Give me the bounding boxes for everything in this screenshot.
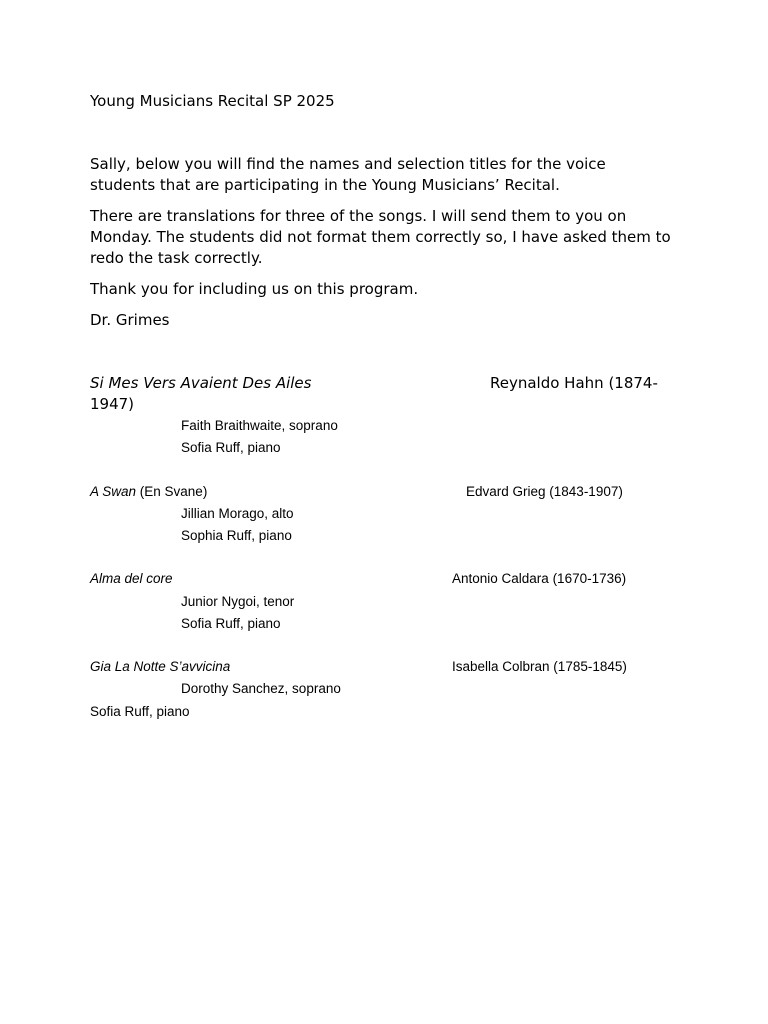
composer: Antonio Caldara (1670-1736)	[452, 571, 627, 586]
thank-you-line: Thank you for including us on this program.	[90, 280, 419, 298]
song-title-text: Alma del core	[90, 571, 173, 586]
composer: Edvard Grieg (1843-1907)	[466, 484, 623, 499]
translations-line-2: Monday. The students did not format them correctly so, I have asked them to	[90, 228, 671, 246]
performer-piano: Sofia Ruff, piano	[181, 440, 281, 455]
document-title: Young Musicians Recital SP 2025	[90, 92, 335, 110]
performer-voice: Jillian Morago, alto	[181, 506, 294, 521]
song-title-text: Gia La Notte S’avvicina	[90, 659, 231, 674]
translations-line-3: redo the task correctly.	[90, 249, 263, 267]
intro-line-1: Sally, below you will find the names and selection titles for the voice	[90, 155, 606, 173]
translations-line-1: There are translations for three of the songs. I will send them to you on	[90, 207, 627, 225]
performer-voice: Dorothy Sanchez, soprano	[181, 681, 341, 696]
signature: Dr. Grimes	[90, 311, 170, 329]
song-title	[90, 656, 230, 678]
performer-voice: Faith Braithwaite, soprano	[181, 418, 338, 433]
song-title	[90, 568, 173, 590]
song-title-text: Si Mes Vers Avaient Des Ailes	[90, 374, 312, 392]
composer-continued: 1947)	[90, 395, 135, 413]
song-title	[90, 373, 311, 394]
performer-piano: Sofia Ruff, piano	[90, 704, 190, 719]
performer-piano: Sofia Ruff, piano	[181, 616, 281, 631]
composer: Isabella Colbran (1785-1845)	[452, 659, 627, 674]
song-title-translation: (En Svane)	[136, 484, 208, 499]
song-title-text: A Swan	[90, 484, 137, 499]
song-title	[90, 481, 207, 503]
performer-piano: Sophia Ruff, piano	[181, 528, 292, 543]
intro-line-2: students that are participating in the Young Musicians’ Recital.	[90, 176, 560, 194]
composer: Reynaldo Hahn (1874-	[490, 374, 658, 392]
performer-voice: Junior Nygoi, tenor	[181, 594, 295, 609]
